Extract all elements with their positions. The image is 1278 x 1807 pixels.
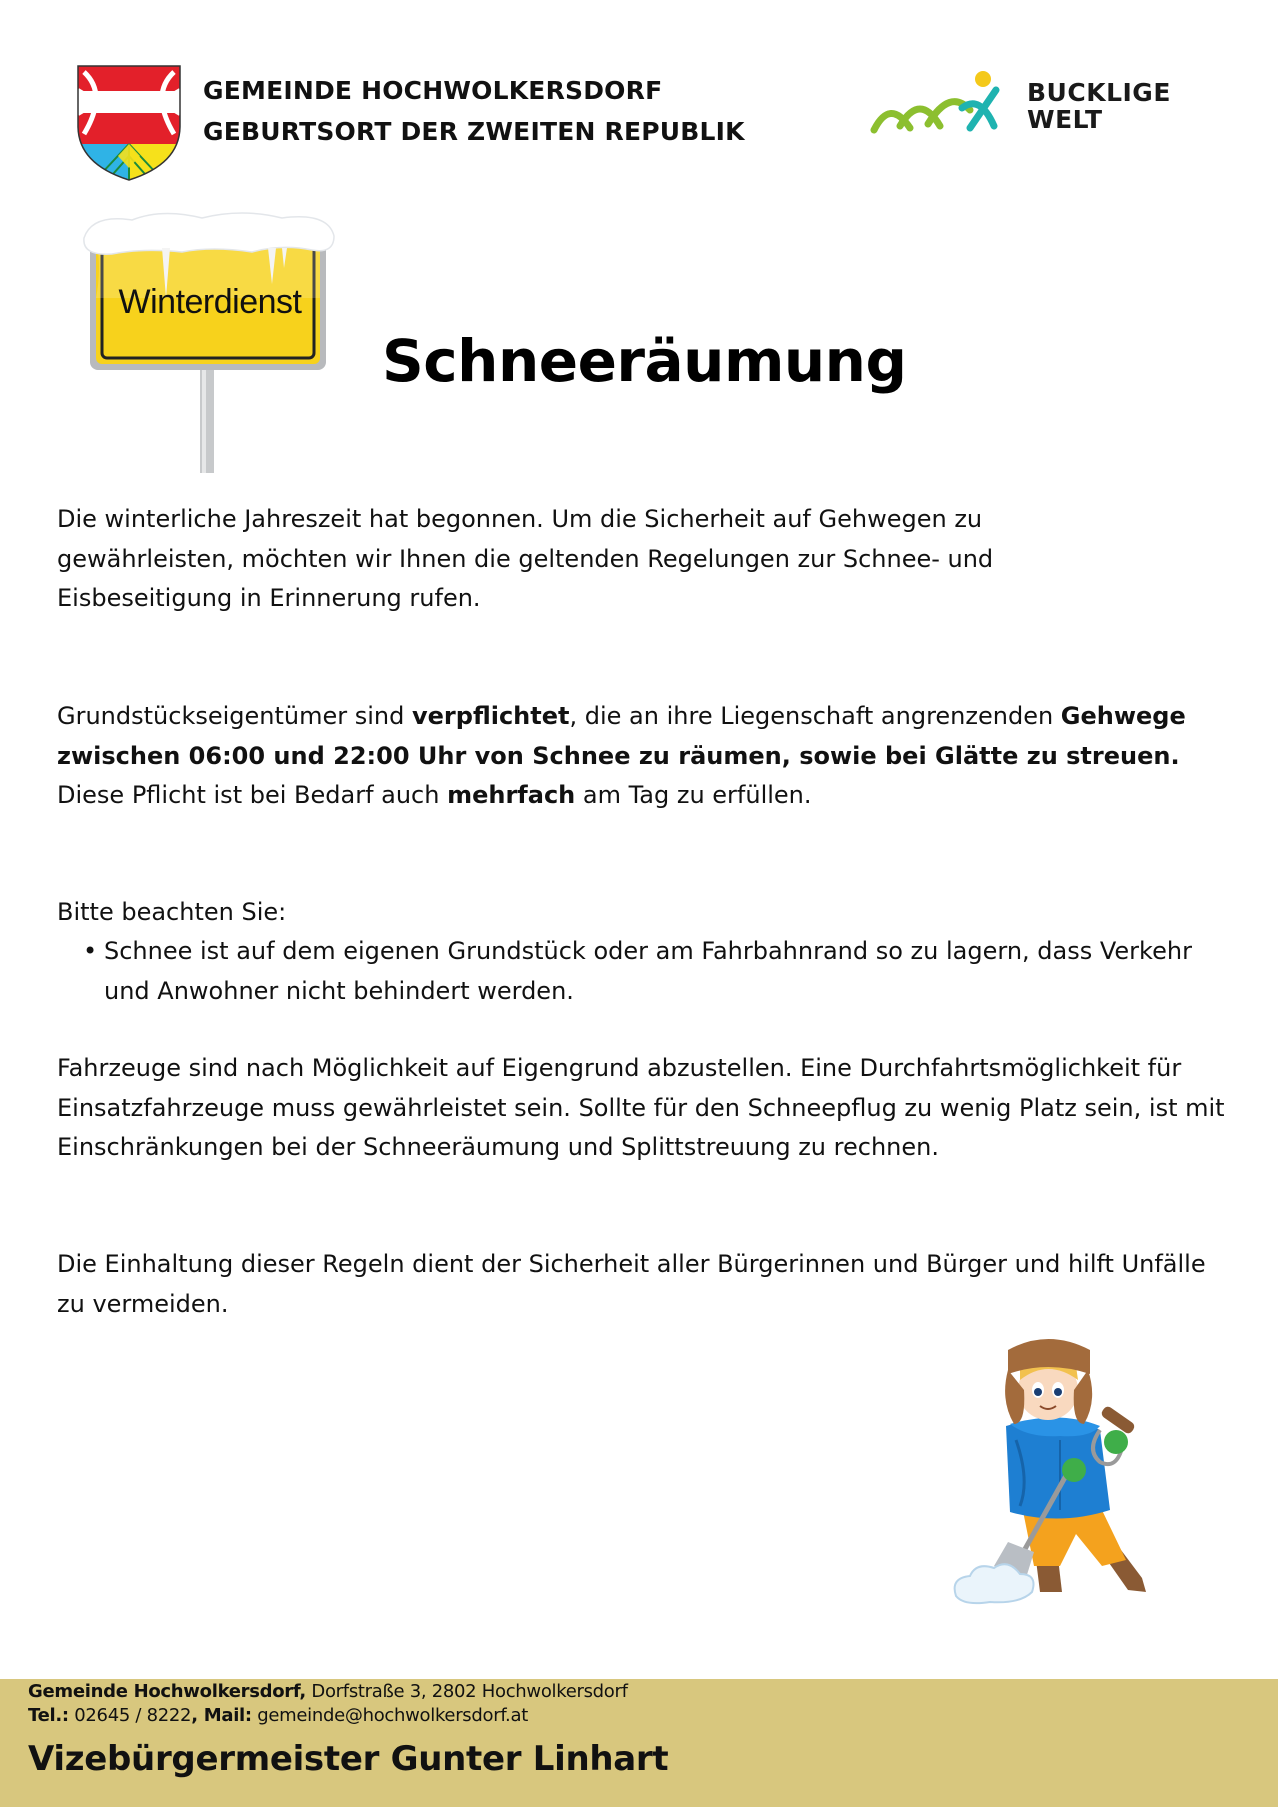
footer-tel-label: Tel.: (28, 1705, 69, 1726)
duty-bold-obligated: verpflichtet (412, 702, 570, 730)
footer-address-line (28, 1679, 628, 1705)
footer (0, 1679, 1278, 1807)
duty-text-4: am Tag zu erfüllen. (575, 781, 812, 809)
duty-bold-multiple: mehrfach (447, 781, 576, 809)
footer-mail-label: Mail: (197, 1705, 252, 1726)
duty-paragraph (57, 697, 1237, 816)
notice-heading: Bitte beachten Sie: (57, 898, 287, 926)
bucklige-welt-line1: BUCKLIGE (1027, 78, 1171, 107)
notice-list (57, 932, 1237, 1011)
snow-shoveling-boy-icon (950, 1330, 1170, 1610)
org-tagline: GEBURTSORT DER ZWEITEN REPUBLIK (203, 117, 745, 146)
footer-signature: Vizebürgermeister Gunter Linhart (28, 1739, 669, 1779)
duty-text-1: Grundstückseigentümer sind (57, 702, 412, 730)
intro-paragraph: Die winterliche Jahreszeit hat begonnen. Um die Sicherheit auf Gehwegen zu gewährleisten, möchten wir Ihnen die geltenden Regelungen zur Schnee- und Eisbeseitigung in Erinnerung rufen. (57, 505, 994, 612)
duty-text-3: Diese Pflicht ist bei Bedarf auch (57, 781, 448, 809)
list-item-text: Schnee ist auf dem eigenen Grundstück oder am Fahrbahnrand so zu lagern, dass Verkehr und Anwohner nicht behindert werden. (104, 937, 1192, 1005)
bucklige-welt-logo-icon (870, 68, 1020, 138)
footer-org-name: Gemeinde Hochwolkersdorf, (28, 1681, 306, 1702)
organization-title (203, 70, 745, 152)
winterdienst-sign-icon (82, 208, 338, 473)
bucklige-welt-line2: WELT (1027, 105, 1103, 134)
footer-address: Dorfstraße 3, 2802 Hochwolkersdorf (305, 1681, 628, 1702)
closing-paragraph: Die Einhaltung dieser Regeln dient der Sicherheit aller Bürgerinnen und Bürger und hilft Unfälle zu vermeiden. (57, 1250, 1206, 1318)
list-item (57, 932, 1237, 1011)
org-name: GEMEINDE HOCHWOLKERSDORF (203, 76, 663, 105)
footer-mail-link[interactable]: gemeinde@hochwolkersdorf.at (251, 1705, 528, 1726)
vehicles-paragraph: Fahrzeuge sind nach Möglichkeit auf Eigengrund abzustellen. Eine Durchfahrtsmöglichkeit für Einsatzfahrzeuge muss gewährleistet sein. Sollte für den Schneepflug zu wenig Platz sein, ist mit Einschränkungen bei der Schneeräumung und Splittstreuung zu rechnen. (57, 1054, 1225, 1161)
footer-tel-value: 02645 / 8222 (68, 1705, 192, 1726)
bullet-icon: • (83, 937, 98, 965)
bucklige-welt-wordmark (1027, 79, 1171, 133)
footer-comma: , (191, 1705, 198, 1726)
page-title: Schneeräumung (382, 327, 907, 395)
coat-of-arms-icon (76, 64, 182, 182)
duty-bold-hours: Gehwege zwischen 06:00 und 22:00 Uhr von Schnee zu räumen, sowie bei Glätte zu streuen. (57, 702, 1186, 770)
sign-label: Winterdienst (118, 283, 302, 321)
duty-text-2: , die an ihre Liegenschaft angrenzenden (569, 702, 1061, 730)
footer-contact-line (28, 1703, 528, 1729)
